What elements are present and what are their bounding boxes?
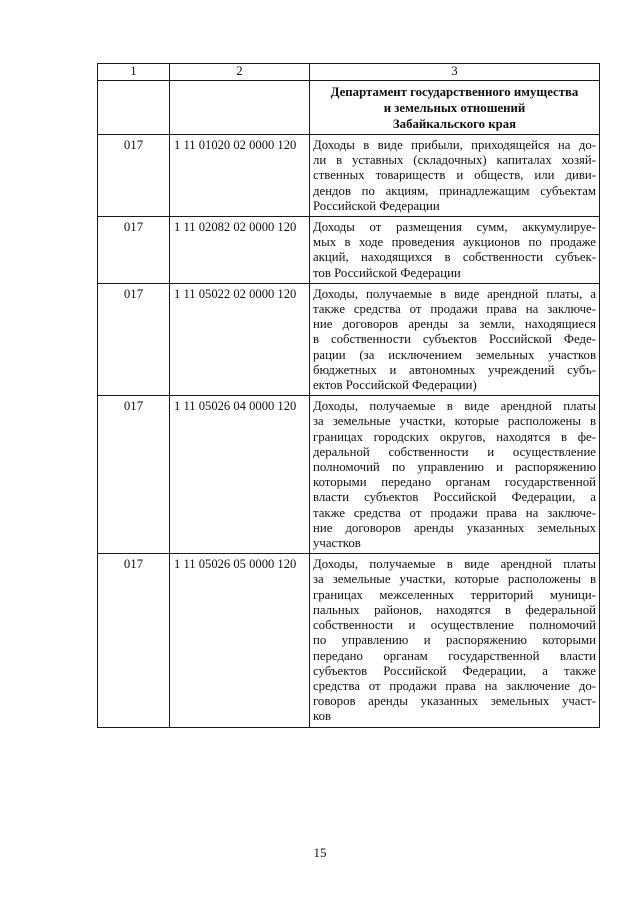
column-number-2: 2 (170, 64, 310, 81)
department-title (310, 81, 600, 135)
description-line: деральной собственности и осуществление (313, 444, 596, 459)
revenue-description-cell (310, 396, 600, 554)
table-row (98, 396, 600, 554)
budget-revenue-table (97, 63, 600, 728)
kbk-code-cell: 1 11 05026 05 0000 120 (170, 554, 310, 727)
department-empty-cell-1 (98, 81, 170, 135)
description-line: мых в ходе проведения аукционов по продаже (313, 235, 596, 250)
column-number-row (98, 64, 600, 81)
kbk-code-cell: 1 11 02082 02 0000 120 (170, 217, 310, 284)
department-title-line: Департамент государственного имущества (330, 85, 579, 99)
table-row (98, 217, 600, 284)
description-line: собственности и осуществление полномочий (313, 618, 596, 633)
description-line: по управлению и распоряжению которыми (313, 633, 596, 648)
description-line: дендов по акциям, принадлежащим субъектам (313, 183, 596, 198)
kbk-code-cell: 1 11 05022 02 0000 120 (170, 283, 310, 395)
admin-code-cell: 017 (98, 283, 170, 395)
description-line: ственных товариществ и обществ, или диви- (313, 168, 596, 183)
description-line: ектов Российской Федерации) (313, 378, 477, 393)
table-row (98, 554, 600, 727)
description-line: Доходы от размещения сумм, аккумулируе- (313, 220, 596, 235)
description-line: за земельные участки, которые расположены в (313, 572, 596, 587)
description-line: рации (за исключением земельных участков (313, 347, 596, 362)
description-line: говоров аренды указанных земельных участ- (313, 694, 596, 709)
description-line: ли в уставных (складочных) капиталах хозяй- (313, 153, 596, 168)
revenue-description-cell (310, 554, 600, 727)
column-number-1: 1 (98, 64, 170, 81)
description-line: средства от продажи права на заключение до- (313, 678, 596, 693)
description-line: бюджетных и автономных учреждений субъ- (313, 362, 596, 377)
description-line: также средства от продажи права на заключе- (313, 302, 596, 317)
description-line: передано органам государственной власти (313, 648, 596, 663)
kbk-code-cell: 1 11 01020 02 0000 120 (170, 135, 310, 217)
revenue-description-cell (310, 135, 600, 217)
description-line: границах межселенных территорий муници- (313, 587, 596, 602)
description-line: ние договоров аренды указанных земельных (313, 520, 596, 535)
table-body (98, 64, 600, 728)
description-line: за земельные участки, которые расположены в (313, 414, 596, 429)
admin-code-cell: 017 (98, 217, 170, 284)
description-line: полномочий по управлению и распоряжению (313, 460, 596, 475)
department-title-line: Забайкальского края (392, 117, 517, 131)
description-line: ние договоров аренды за земли, находящиеся (313, 317, 596, 332)
table-row (98, 283, 600, 395)
description-line: также средства от продажи права на заключе- (313, 505, 596, 520)
admin-code-cell: 017 (98, 396, 170, 554)
revenue-description-cell (310, 283, 600, 395)
department-title-line: и земельных отношений (383, 101, 526, 115)
admin-code-cell: 017 (98, 554, 170, 727)
description-line: Доходы, получаемые в виде арендной платы (313, 557, 596, 572)
page-number: 15 (313, 845, 327, 860)
description-line: акций, находящихся в собственности субъек- (313, 250, 596, 265)
admin-code-cell: 017 (98, 135, 170, 217)
description-line: Доходы, получаемые в виде арендной платы, а (313, 286, 596, 301)
column-number-3: 3 (310, 64, 600, 81)
description-line: Российской Федерации (313, 198, 440, 213)
description-line: участков (313, 536, 361, 551)
description-line: пальных районов, находятся в федеральной (313, 602, 596, 617)
kbk-code-cell: 1 11 05026 04 0000 120 (170, 396, 310, 554)
revenue-description-cell (310, 217, 600, 284)
description-line: субъектов Российской Федерации, а также (313, 663, 596, 678)
description-line: ков (313, 709, 332, 724)
department-empty-cell-2 (170, 81, 310, 135)
description-line: которыми передано органам государственной (313, 475, 596, 490)
description-line: Доходы в виде прибыли, приходящейся на до- (313, 138, 596, 152)
department-row (98, 81, 600, 135)
table-row (98, 135, 600, 217)
description-line: в собственности субъектов Российской Феде- (313, 332, 596, 347)
description-line: власти субъектов Российской Федерации, а (313, 490, 596, 505)
description-line: Доходы, получаемые в виде арендной платы (313, 399, 596, 414)
description-line: границах городских округов, находятся в фе- (313, 429, 596, 444)
description-line: тов Российской Федерации (313, 265, 461, 280)
